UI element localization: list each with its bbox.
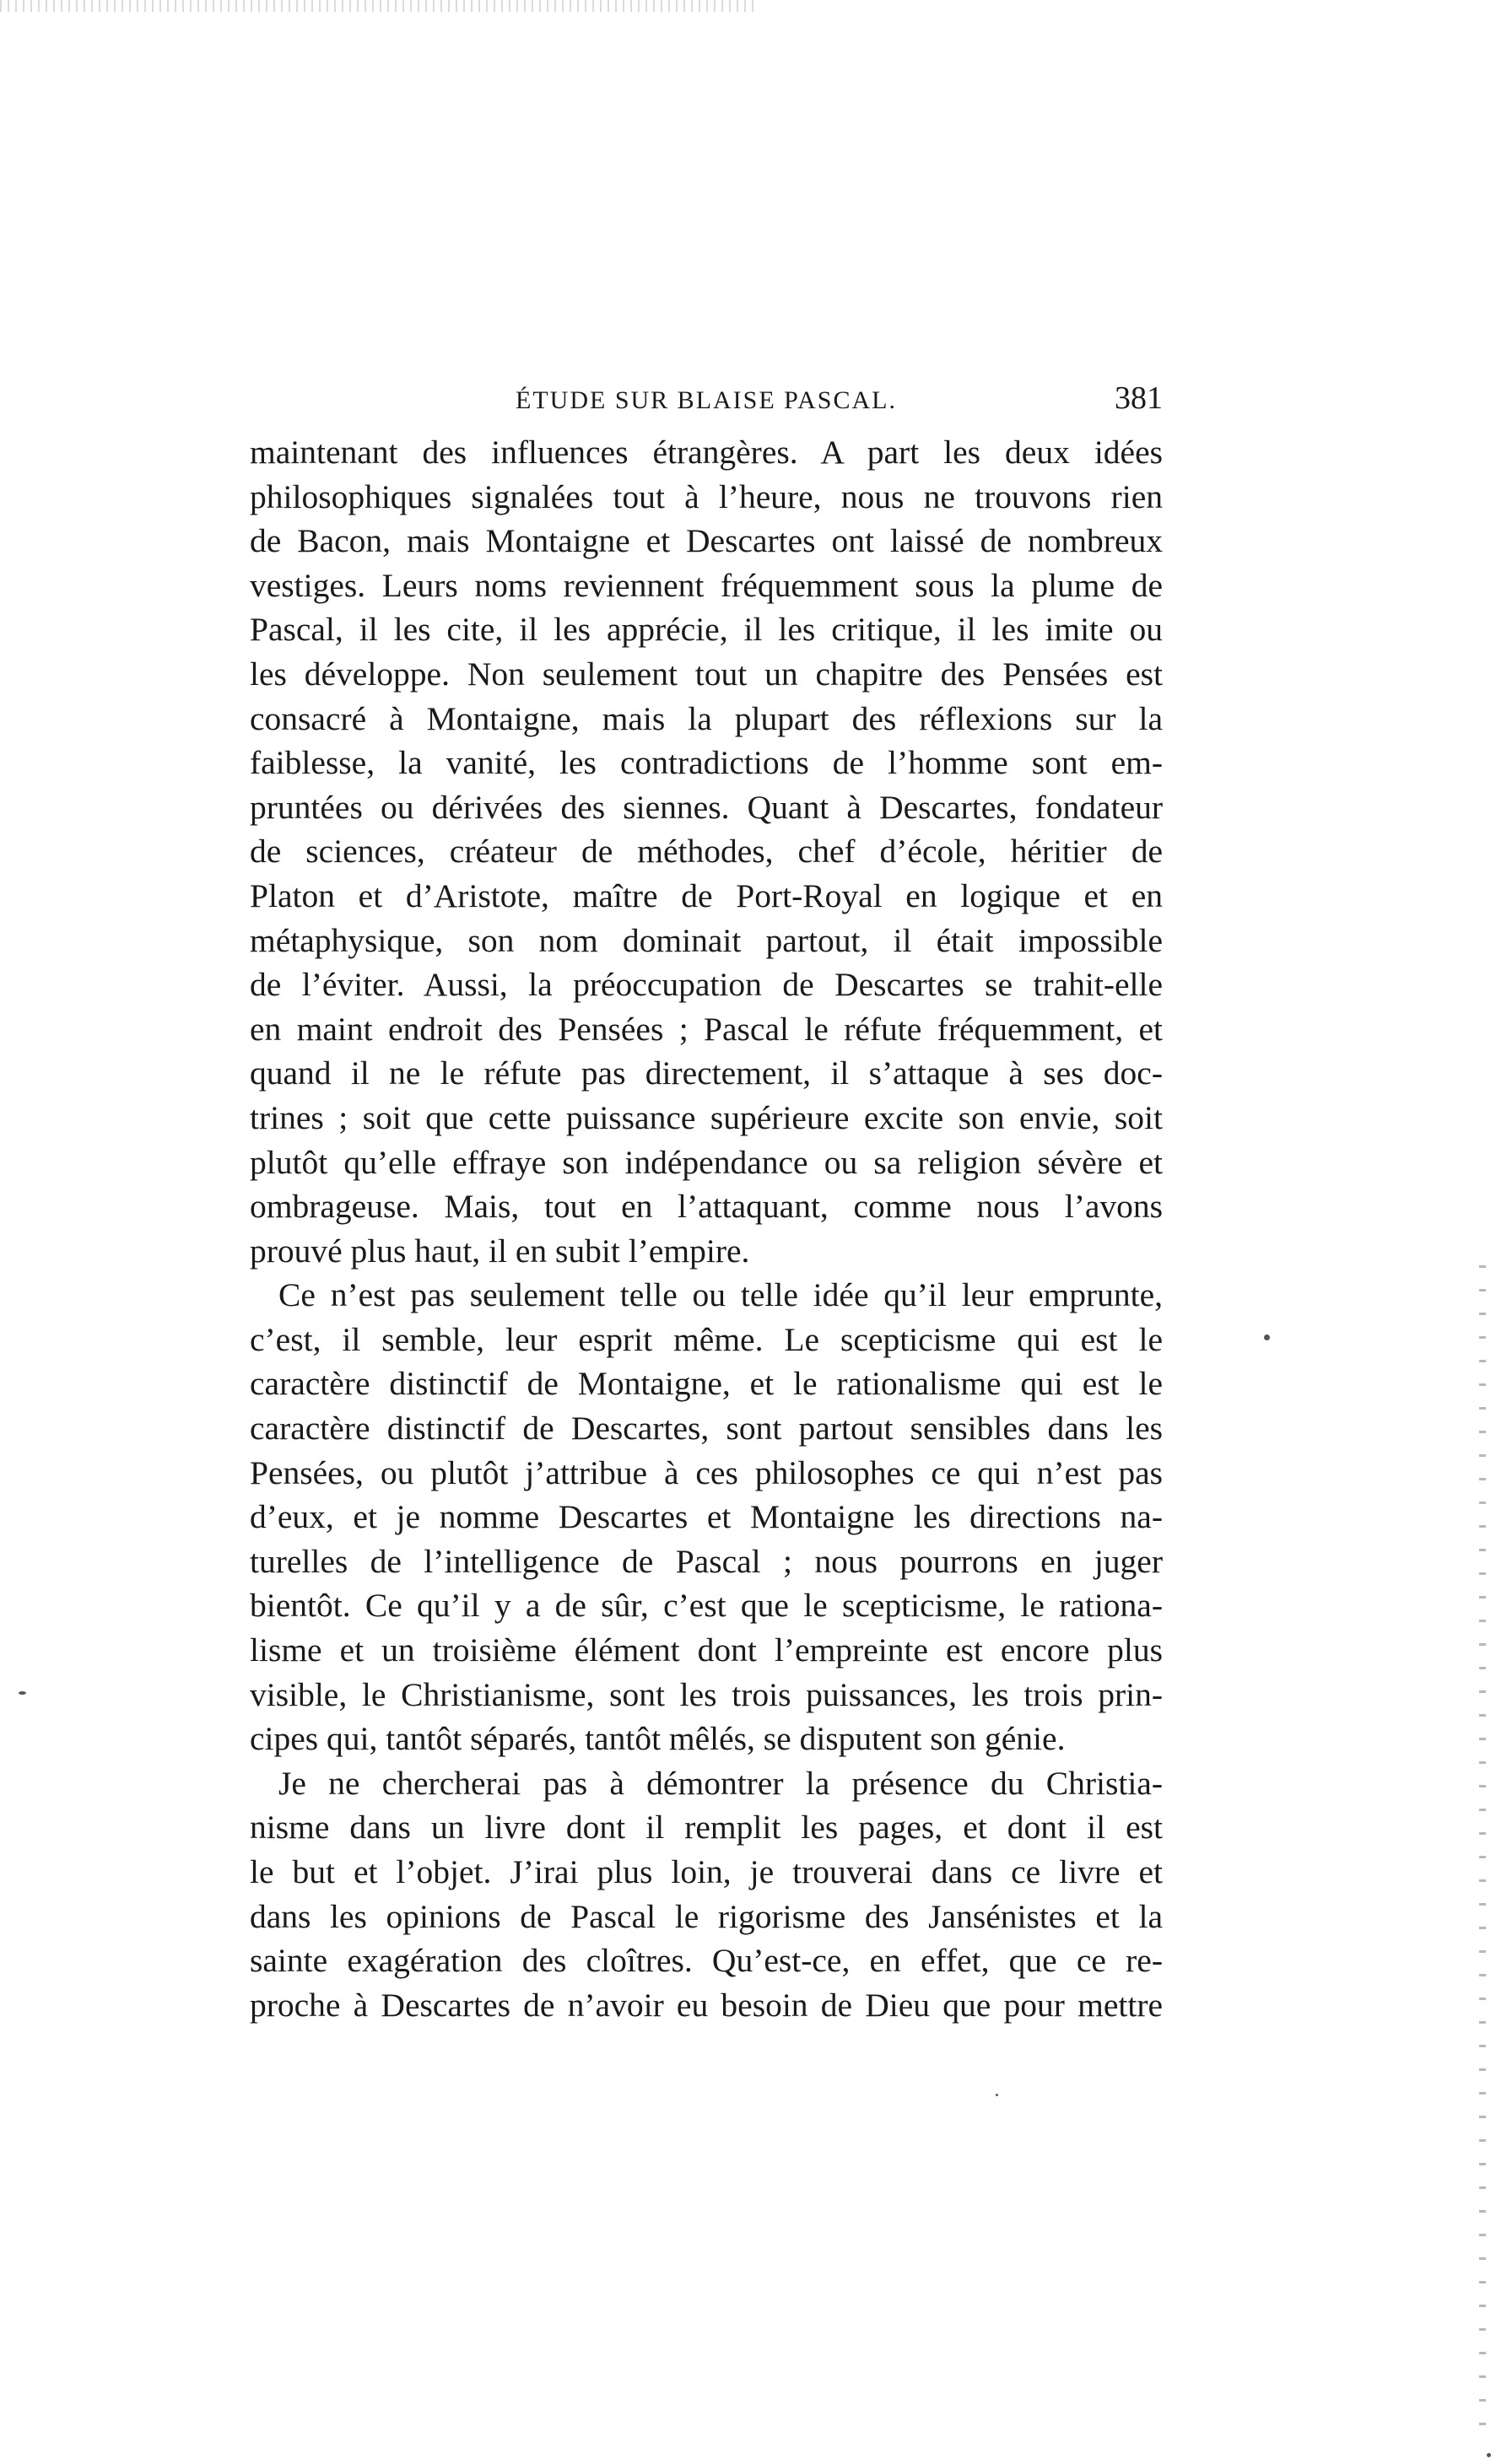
text-line: nisme dans un livre dont il remplit les pages, et dont il est: [250, 1809, 1163, 1847]
text-line: bientôt. Ce qu’il y a de sûr, c’est que le scepticisme, le rationa-: [250, 1587, 1163, 1625]
paragraph-3: [250, 1761, 1163, 2028]
text-line: visible, le Christianisme, sont les trois puissances, les trois prin-: [250, 1675, 1163, 1713]
paragraph-1: [250, 430, 1163, 1273]
running-head: [250, 378, 1163, 429]
text-line: de l’éviter. Aussi, la préoccupation de Descartes se trahit-elle: [250, 966, 1163, 1004]
text-line: de Bacon, mais Montaigne et Descartes ont laissé de nombreux: [250, 522, 1163, 560]
text-line: lisme et un troisième élément dont l’empreinte est encore plus: [250, 1631, 1163, 1669]
text-line: le but et l’objet. J’irai plus loin, je trouverai dans ce livre et: [250, 1853, 1163, 1890]
text-line: prouvé plus haut, il en subit l’empire.: [250, 1232, 750, 1270]
text-line: quand il ne le réfute pas directement, il s’attaque à ses doc-: [250, 1054, 1163, 1092]
text-line: cipes qui, tantôt séparés, tantôt mêlés, se disputent son génie.: [250, 1720, 1066, 1758]
text-line: c’est, il semble, leur esprit même. Le scepticisme qui est le: [250, 1320, 1163, 1358]
text-line: Pensées, ou plutôt j’attribue à ces philosophes ce qui n’est pas: [250, 1453, 1163, 1491]
text-line: en maint endroit des Pensées ; Pascal le réfute fréquemment, et: [250, 1010, 1163, 1048]
text-line: turelles de l’intelligence de Pascal ; nous pourrons en juger: [250, 1542, 1163, 1580]
paragraph-2: [250, 1273, 1163, 1761]
text-line: dans les opinions de Pascal le rigorisme des Jansénistes et la: [250, 1897, 1163, 1935]
text-line: Ce n’est pas seulement telle ou telle idée qu’il leur emprunte,: [278, 1276, 1163, 1314]
text-line: de sciences, créateur de méthodes, chef d’école, héritier de: [250, 833, 1163, 871]
text-line: caractère distinctif de Montaigne, et le rationalisme qui est le: [250, 1365, 1163, 1403]
text-line: pruntées ou dérivées des siennes. Quant à Descartes, fondateur: [250, 788, 1163, 826]
scan-edge-noise: [0, 0, 759, 12]
page-number: 381: [1115, 380, 1163, 416]
text-line: métaphysique, son nom dominait partout, il était impossible: [250, 921, 1163, 959]
text-line: faiblesse, la vanité, les contradictions de l’homme sont em-: [250, 744, 1163, 782]
text-line: vestiges. Leurs noms reviennent fréquemment sous la plume de: [250, 566, 1163, 604]
body-text: [250, 430, 1163, 2027]
text-line: d’eux, et je nomme Descartes et Montaigne les directions na-: [250, 1498, 1163, 1536]
text-line: Pascal, il les cite, il les apprécie, il les critique, il les imite ou: [250, 611, 1163, 649]
text-line: caractère distinctif de Descartes, sont partout sensibles dans les: [250, 1410, 1163, 1448]
text-line: maintenant des influences étrangères. A part les deux idées: [250, 434, 1163, 471]
text-line: les développe. Non seulement tout un chapitre des Pensées est: [250, 655, 1163, 693]
scan-right-edge-marks: [1479, 1265, 1486, 2446]
text-line: trines ; soit que cette puissance supérieure excite son envie, soit: [250, 1098, 1163, 1136]
running-title: ÉTUDE SUR BLAISE PASCAL.: [516, 386, 897, 414]
text-line: Platon et d’Aristote, maître de Port-Royal en logique et en: [250, 876, 1163, 914]
text-line: sainte exagération des cloîtres. Qu’est-ce, en effet, que ce re-: [250, 1942, 1163, 1980]
text-line: Je ne chercherai pas à démontrer la présence du Christia-: [278, 1764, 1163, 1802]
text-line: proche à Descartes de n’avoir eu besoin de Dieu que pour mettre: [250, 1986, 1163, 2024]
text-line: consacré à Montaigne, mais la plupart des réflexions sur la: [250, 699, 1163, 737]
text-line: philosophiques signalées tout à l’heure, nous ne trouvons rien: [250, 477, 1163, 515]
text-line: ombrageuse. Mais, tout en l’attaquant, comme nous l’avons: [250, 1188, 1163, 1226]
text-line: plutôt qu’elle effraye son indépendance ou sa religion sévère et: [250, 1143, 1163, 1181]
